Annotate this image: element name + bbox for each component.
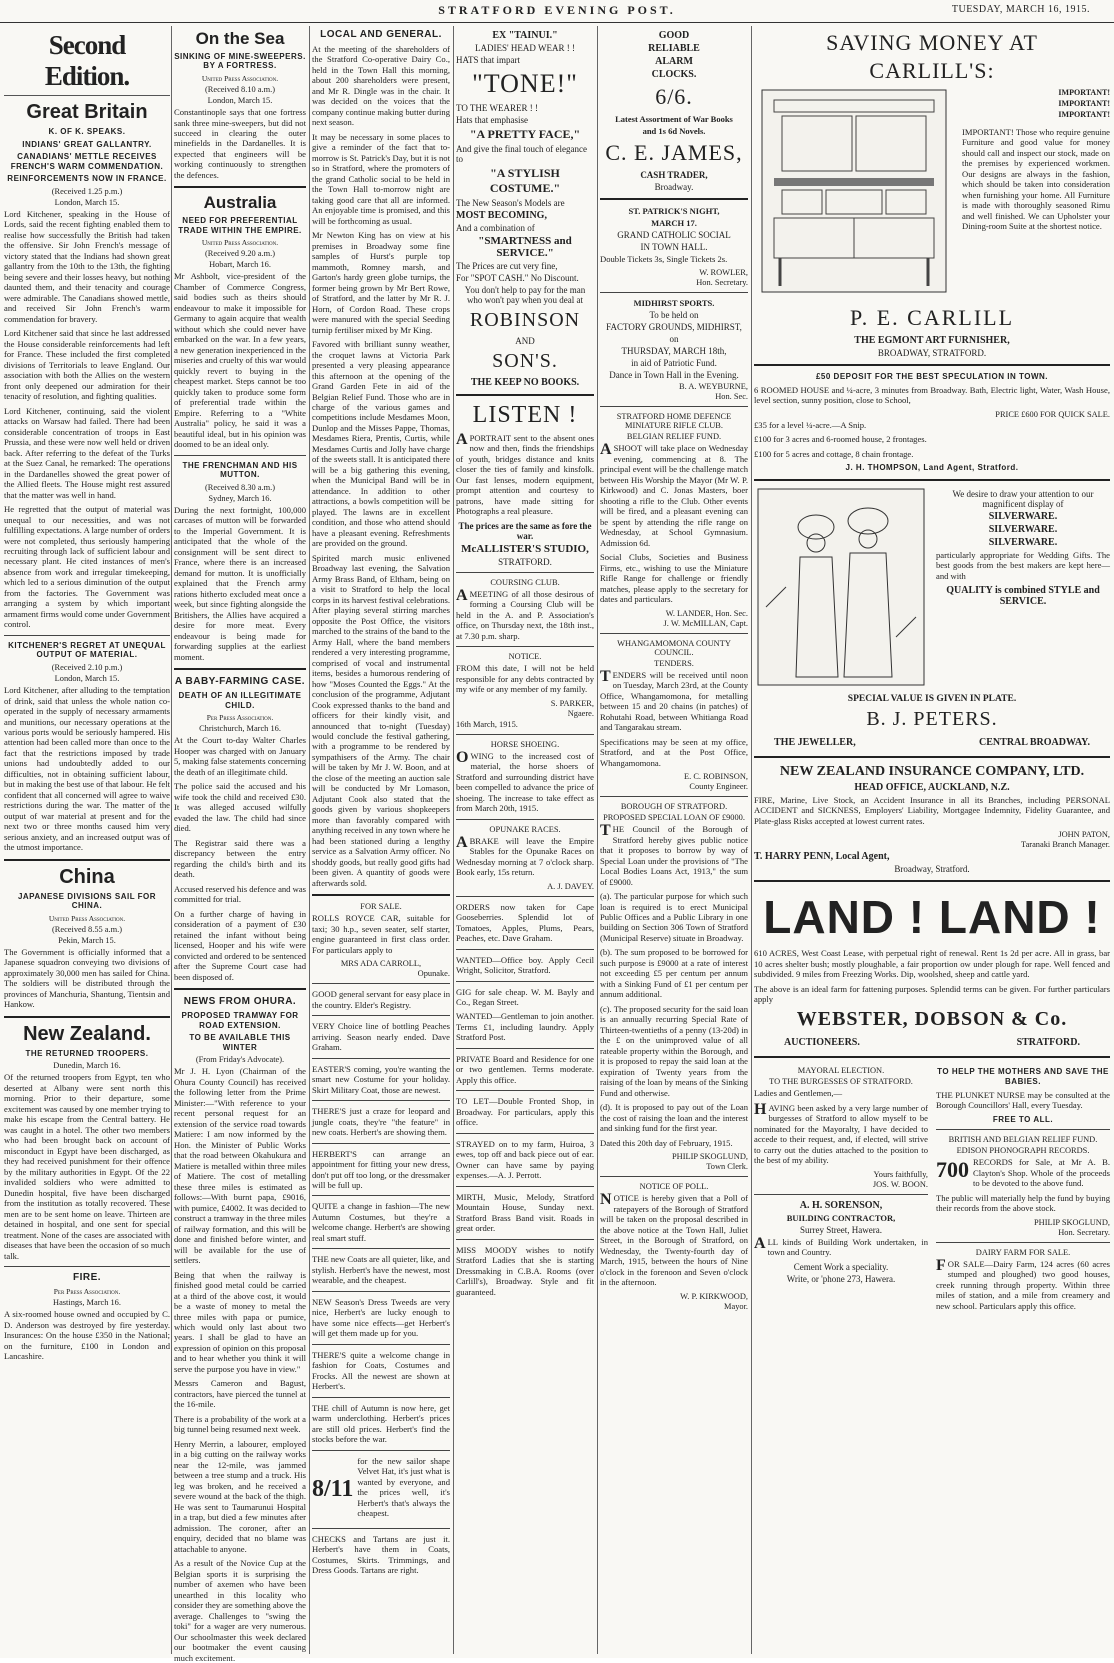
ad-line: IMPORTANT! [1058, 99, 1110, 108]
received-line: (Received 9.20 a.m.) [205, 249, 275, 259]
small-ad: TO LET—Double Fronted Shop, in Broadway. For particulars, apply this office. [456, 1096, 594, 1128]
ad-line: £100 for 3 acres and 6-roomed house, 2 frontages. [754, 434, 927, 445]
ad-paragraph: 610 ACRES, West Coast Lease, with perpetual right of renewal. Rent 1s 2d per acre. All in grass, bar 10 acres shelter bush; mostly ploughable, a fair proportion ow under plough for rape. Well fenced and subdivided. 9 miles from Freezing Works. Dip, woolshed, sheep and cattle yard. [754, 948, 1110, 980]
ad-line: TO THE WEARER ! ! [456, 103, 538, 113]
signature: S. PARKER, [550, 698, 594, 708]
belgian-heading: BRITISH AND BELGIAN RELIEF FUND. [948, 1135, 1098, 1145]
sorenson-ad [754, 1200, 928, 1284]
signature: Mayor. [724, 1301, 748, 1311]
signature: JOHN PATON, [1058, 830, 1110, 840]
ad-name: ROBINSON [469, 309, 581, 331]
ad-paragraph: APORTRAIT sent to the absent ones now and then, finds the friendships of youth, bridges distance and knits closer the ties of family and kinsfolk. Our fast lenses, modern equipment, prompt attention and courtesy to patrons, have made sitting for Photographs a real pleasure. [456, 431, 594, 517]
notice-dated: Dated this 20th day of February, 1915. [600, 1137, 733, 1148]
article-paragraph: It may be necessary in some places to give a reminder of the fact that to-morrow is St. Patrick's Day, but it is not so in Stratford, where the promoters of the grand Catholic social to be held in the Town Hall to-morrow night are taking good care that all are informed. An enjoyable time is promised, and this will be forthcoming as usual. [312, 131, 450, 226]
notice-paragraph: OWING to the increased cost of material, the horse shoers of Stratford and surrounding district have been compelled to advance the price of shoeing. The increase to take effect as from March 20th, 1915. [456, 748, 594, 814]
dateline: Sydney, March 16. [208, 493, 272, 503]
notice-paragraph: FROM this date, I will not be held responsible for any debts contracted by my wife or any member of my family. [456, 663, 594, 695]
signature: MRS ADA CARROLL, [340, 959, 422, 969]
article-paragraph: On a further charge of having in consideration of a payment of £30 retained the infant without being licensed, Hooper and his wife were convicted and ordered to be sentenced after the Supreme Court case had been disposed of. [174, 908, 306, 982]
ad-name: C. E. JAMES, [605, 140, 743, 165]
ad-line: Hats that emphasise [456, 115, 528, 125]
ad-line: EX "TAINUI." [492, 30, 558, 41]
ad-line: CENTRAL BROADWAY. [979, 736, 1090, 748]
subheading: THE RETURNED TROOPERS. [25, 1048, 149, 1058]
small-ad: QUITE a change in fashion—The new Autumn Costumes, but they're a welcome change. Herbert's are showing real smart stuff. [312, 1201, 450, 1243]
mayoral-paragraph: HAVING been asked by a very large number of burgesses of Stratford to allow myself to be nominated for the Mayoralty, I have decided to accede to their request, and, if elected, will strive to carry out the duties attached to the position to the best of my ability. [754, 1100, 928, 1166]
article-paragraph: He regretted that the output of material was unequal to our necessities, and was not fulfilling expectations. A large number of orders were not completed, thus seriously hampering recruiting through lack of sufficient labour and necessary plant. He cited instances of men's absence from work and irregular timekeeping, which led to a serious diminution of the output from the factories. The Government was arranging a system by which important armament firms would come under Government control. [4, 504, 170, 630]
ad-line: £100 for 5 acres and cottage, 8 chain frontage. [754, 448, 914, 459]
ad-line: Cement Work a speciality. [793, 1261, 889, 1272]
ad-line: IMPORTANT! [1058, 110, 1110, 119]
notice-paragraph: NOTICE is hereby given that a Poll of ratepayers of the Borough of Stratford will be taken on the proposal described in the above notice at the Town Hall, Juliet Street, in the Borough of Stratford, on Wednesday, the Twenty-fourth day of March, 1915, between the hours of Nine o'clock in the forenoon and Seven o'clock in the afternoon. [600, 1191, 748, 1288]
notice-item: (b). The sum proposed to be borrowed for such purpose is £9000 at a rate of interest not exceeding £5 per centum per annum with a Sinking Fund of £1 per centum per annum additional. [600, 947, 748, 1000]
australia-heading: Australia [203, 193, 277, 213]
ad-line: T. HARRY PENN, Local Agent, [754, 851, 890, 863]
article-paragraph: Lord Kitchener, continuing, said the violent attacks on Warsaw had failed. There had been considerable concentration of troops in East Prussia, and these were now well held or driven back. After referring to the defeat of the Turks at the Suez Canal, he remarked: The operations in the Dardanelles showed the great power of the Allied fleets. The House might rest assured that the matter was well in hand. [4, 405, 170, 500]
ad-line: FACTORY GROUNDS, MIDHIRST, [606, 322, 742, 333]
small-ad: GOOD general servant for easy place in the country. Elder's Registry. [312, 989, 450, 1010]
plunket-paragraph: THE PLUNKET NURSE may be consulted at the Borough Councillors' Hall, every Tuesday. [936, 1089, 1110, 1111]
small-ad: NEW Season's Dress Tweeds are very nice, Herbert's are lucky enough to have some nice effects—get Herbert's will get them made up for you. [312, 1296, 450, 1339]
ad-line: on [669, 334, 679, 345]
article-paragraph: Lord Kitchener said that since he last addressed the House considerable reinforcements had left for France. These included the first completed divisions of Territorials to leave England. Our association with both the Allies on the western front only deepened our admiration for their tenacity of resolution, and fighting qualities. [4, 328, 170, 402]
ad-line: "A PRETTY FACE," [469, 127, 581, 141]
dateline: Hobart, March 16. [209, 260, 271, 270]
column-rule [597, 26, 598, 1654]
dateline: London, March 15. [207, 96, 273, 106]
agency-line: Per Press Association. [53, 1287, 121, 1297]
received-line: (Received 1.25 p.m.) [51, 186, 123, 196]
ad-line: We desire to draw your attention to our magnificent display of [952, 488, 1094, 509]
borough-heading: BOROUGH OF STRATFORD. [620, 802, 728, 812]
signature: County Engineer. [689, 782, 748, 792]
masthead-date: TUESDAY, MARCH 16, 1915. [951, 4, 1090, 15]
small-ad: CHECKS and Tartans are just it. Herbert's have them in Coats, Costumes, Skirts. Trimmings, and Dress Goods. Tartans are right. [312, 1533, 450, 1576]
article-paragraph: Lord Kitchener, speaking in the House of Lords, said the recent fighting enabled them to realise how successfully the British had taken the offensive. Sir John French's message of victory stated that the Indians had shown great gallantry from the 10th to the 13th, the fighting being severe and their losses heavy, but nothing daunted them, and their tenacity and courage were admirable. The Canadians showed mettle, and received Sir John French's warm commendation for bravery. [4, 208, 170, 324]
dateline: London, March 15. [54, 197, 120, 207]
ad-name: WEBSTER, DOBSON & Co. [796, 1008, 1068, 1031]
subheading: INDIANS' GREAT GALLANTRY. [22, 139, 152, 149]
signature: B. A. WEYBURNE, [679, 382, 748, 392]
signature: Town Clerk. [706, 1162, 748, 1172]
small-ad: GIG for sale cheap. W. M. Bayly and Co., Regan Street. [456, 986, 594, 1007]
ad-line: AUCTIONEERS. [784, 1037, 860, 1049]
figures-illustration [756, 487, 926, 687]
notice-item: (c). The proposed security for the said loan is an annually recurring Special Rate of Thirteen-twentieths of a penny (13-20d) in the £ on the unimproved value of all rateable property within the Borough, and it is proposed to repay the said loan at the expiration of Twenty years from the raising of the loan by means of the Sinking Fund and otherwise. [600, 1003, 748, 1098]
mayoral-to: TO THE BURGESSES OF STRATFORD. [769, 1077, 913, 1087]
land-ad [754, 890, 1110, 1050]
free-line: FREE TO ALL. [992, 1114, 1054, 1124]
dairy-heading: DAIRY FARM FOR SALE. [975, 1247, 1071, 1257]
ad-heading: CARLILL'S: [869, 58, 995, 83]
article-paragraph: As a result of the Novice Cup at the Belgian sports it is surprising the number of axemen who have been unearthed in this locality who consider they are something above the average. Challenges to "swing the toki" for a wager are very numerous. Our schoolmaster this week declared our bootmaker the event causing much excitement. [174, 1558, 306, 1663]
china-heading: China [59, 865, 115, 888]
ad-name: McALLISTER'S STUDIO, [461, 542, 589, 555]
coursing-heading: COURSING CLUB. [490, 577, 560, 587]
article-paragraph: Of the returned troopers from Egypt, ten who deserted at Albany were sent north this morning. Prior to their departure, some excitement was caused by one member trying to make his escape from the Central battery. He was caught in a hotel. The other two members who had been brought back on account of misconduct in Egypt have been discharged, as they had received punishment for their offence by the military authorities in Egypt. Of the 22 invalided soldiers who were admitted to Dunedin hospital, five have been discharged from the institution as totally recovered. These men are to be sent home on leave. Thirteen are detained in hospital, and one sent for special treatment. None of the cases are associated with diseases that have been the occasion of so much talk. [4, 1072, 170, 1261]
hat-ad-text: for the new sailor shape Velvet Hat, it's just what is wanted by everyone, and the prices well, it's Herbert's that's always the cheapest. [357, 1455, 450, 1519]
small-ad: THE chill of Autumn is now here, get warm underclothing. Herbert's prices are still old prices. Herbert's find the stocks before the war. [312, 1402, 450, 1445]
ad-line: THURSDAY, MARCH 18th, [621, 346, 727, 357]
subheading: SINKING OF MINE-SWEEPERS. BY A FORTRESS. [174, 51, 306, 71]
record-count: 700 [936, 1157, 969, 1183]
ad-line: GRAND CATHOLIC SOCIAL [617, 230, 731, 240]
ad-heading: LISTEN ! [472, 402, 578, 428]
ad-paragraph: FIRE, Marine, Live Stock, an Accident Insurance in all its Branches, including PERSONAL ACCIDENT and SICKNESS, Employers' Liability, Mortgagee Indemnity, Fidelity Guarantee, and Plate-glass Risks accepted at lowest current rates. [754, 794, 1110, 826]
ad-line: THE JEWELLER, [774, 736, 856, 748]
column-4 [456, 26, 594, 1654]
article-paragraph: Being that when the railway is finished good metal could be carried at a third of the above cost, it would be a waste of money to metal the three miles with papa or pumice, which would only last about two years. I shall be glad to have an expression of opinion on this proposal and to hear whether you think it will serve the purpose you have in view." [174, 1269, 306, 1374]
signature: Hon. Secretary. [1058, 1227, 1110, 1237]
ad-line: CLOCKS. [651, 69, 697, 80]
notice-paragraph: THE Council of the Borough of Stratford hereby gives public notice that it proposes to borrow by way of Special Loan under the provisions of "The Local Bodies Loans Act, 1913," the sum of £9000. [600, 822, 748, 887]
subheading: KITCHENER'S REGRET AT UNEQUAL OUTPUT OF MATERIAL. [8, 640, 166, 660]
ad-line: MIDHIRST SPORTS. [633, 298, 715, 309]
notice-paragraph: Social Clubs, Societies and Business Firms, etc., wishing to use the Miniature Rifle Range for challenge or friendly matches, please apply to the secretary for dates and particulars. [600, 552, 748, 605]
ad-line: IN TOWN HALL. [640, 242, 708, 252]
catholic-social-ad [600, 206, 748, 287]
for-sale-heading: FOR SALE. [360, 902, 402, 912]
notice-paragraph: AMEETING of all those desirous of forming a Coursing Club will be held in the A. and P. Association's office, on Thursday next, the 18th inst., at 7.30 p.m. sharp. [456, 586, 594, 641]
ad-paragraph: The above is an ideal farm for fattening purposes. Splendid terms can be given. For further particulars apply [754, 983, 1110, 1004]
ad-paragraph: Double Tickets 3s, Single Tickets 2s. [600, 254, 728, 264]
small-ad: EASTER'S coming, you're wanting the smart new Costume for your holiday. Skirt Military Coat, those are newest. [312, 1063, 450, 1095]
peters-ad [754, 487, 1110, 750]
poll-heading: NOTICE OF POLL. [639, 1182, 709, 1192]
sideboard-illustration [754, 86, 954, 296]
ad-line: SILVERWARE. [988, 523, 1058, 535]
robinson-ad [456, 30, 594, 388]
signature: A. J. DAVEY. [547, 881, 594, 891]
ad-heading: SAVING MONEY AT [826, 30, 1038, 55]
notice-item: (a). The particular purpose for which such loan is required is to erect Municipal Public Offices and a Public Library in one building on Section 306 Town of Stratford (Municipal Reserve) situate in Broadway. [600, 891, 748, 943]
notice-item: (d). It is proposed to pay out of the Loan the cost of raising the loan and the interest and sinking fund for the first year. [600, 1102, 748, 1134]
signature: Hon. Sec. [715, 392, 748, 402]
subheading: CANADIANS' METTLE RECEIVES FRENCH'S WARM COMMENDATION. [10, 152, 164, 171]
signature: Opunake. [417, 969, 450, 979]
ad-line: Latest Assortment of War Books [615, 114, 733, 124]
small-ad: MIRTH, Music, Melody, Stratford Mountain House, Sunday next. Stratford Brass Band visit. Roads in great order. [456, 1191, 594, 1234]
ad-line: CASH TRADER, [640, 170, 708, 180]
article-paragraph: Favored with brilliant sunny weather, the croquet lawns at Victoria Park presented a very pleasing appearance this afternoon at the opening of the Grand Garden Fete in aid of the Belgian Relief Fund. Those who are in charge of the various games and competitions include Mesdames Moon, Dunlop and the Misses Pappe, Thomas, Mesdames Riera, Prentis, Curtis, while Mesdames Curtis and Jolly have charge of the sweets stall. It is anticipated there will be a big gathering this evening, when the Municipal Band will be in attendance. In addition to other attractions, a bowls competition will be played. The lawns are in excellent condition, and those who attend should have a pleasant evening. Refreshments are provided on the ground. [312, 339, 450, 549]
ad-paragraph: particularly appropriate for Wedding Gifts. The best goods from the best makers are kept here—and with [936, 549, 1110, 581]
ad-line: "A STYLISH COSTUME." [489, 166, 561, 195]
ad-heading: NEW ZEALAND INSURANCE COMPANY, LTD. [779, 763, 1085, 779]
article-paragraph: The Registrar said there was a discrepancy between the entry regarding the child's birth and its death. [174, 837, 306, 880]
agency-line: Per Press Association. [206, 713, 274, 723]
signature: Hon. Secretary. [696, 278, 748, 288]
ad-line: Surrey Street, Hawera. [800, 1224, 882, 1235]
land-heading: LAND ! LAND ! [763, 891, 1101, 944]
ad-line: BUILDING CONTRACTOR, [786, 1212, 896, 1223]
notice-heading: NOTICE. [508, 652, 542, 662]
ad-line: Write, or 'phone 273, Hawera. [786, 1273, 896, 1284]
subheading: JAPANESE DIVISIONS SAIL FOR CHINA. [17, 891, 157, 911]
article-paragraph: Mr J. H. Lyon (Chairman of the Ohura County Council) has received the following letter from the Prime Minister:—"With reference to your recent personal request for an extension of the service road towards Matiere: I am now informed by the Hon. the Minister of Public Works that the road between Okahukura and Matiere is metalled within three miles of Matiere. The cost of metalling these three miles is estimated as follows:—With burnt papa, £9016, with pumice, £4002. It was decided to construct a tramway in the three miles of railway formation, and this will be done and finished before winter, and will be available for the use of settlers. [174, 1066, 306, 1266]
ad-line: SPECIAL VALUE IS GIVEN IN PLATE. [847, 693, 1017, 704]
signature: JOS. W. BOON. [872, 1179, 928, 1189]
ad-line: The New Season's Models are [456, 198, 565, 208]
notice-paragraph: Specifications may be seen at my office, Stratford, and at the Post Office, Whangamomona. [600, 736, 748, 768]
dairy-paragraph: FOR SALE—Dairy Farm, 124 acres (60 acres stumped and ploughed) two good houses, creek running through property. Within three miles of station, and a mile from creamery and new school. Particulars apply this office. [936, 1256, 1110, 1311]
article-paragraph: At the Court to-day Walter Charles Hooper was charged with on January 5, making false statements concerning the death of an illegitimate child. [174, 735, 306, 777]
small-ad: THERE'S quite a welcome change in fashion for Coats, Costumes and Frocks. All the newest are shown at Herbert's. [312, 1349, 450, 1392]
ad-line: For "SPOT CASH." No Discount. [456, 273, 579, 283]
small-ad: MISS MOODY wishes to notify Stratford Ladies that she is starting Dressmaking in C.B.A. Rooms (over Carlill's), Broadway. Style and fit guaranteed. [456, 1244, 594, 1297]
ad-name: B. J. PETERS. [866, 707, 998, 730]
ad-line: AND [515, 336, 535, 346]
ad-line: THE EGMONT ART FURNISHER, [854, 335, 1010, 346]
ad-line: "TONE!" [472, 69, 578, 98]
ad-line: ALARM [655, 56, 693, 67]
ad-line: Broadway. [654, 182, 694, 192]
ad-line: You don't help to pay for the man who won't pay when you deal at [464, 285, 586, 305]
dateline: Pekin, March 15. [58, 935, 116, 945]
record-paragraph: The public will materially help the fund by buying their records from the above stock. [936, 1192, 1110, 1214]
great-britain-heading: Great Britain [26, 101, 148, 123]
ad-line: LADIES' HEAD WEAR ! ! [475, 43, 575, 53]
ad-name: P. E. CARLILL [849, 305, 1015, 330]
ad-line: MARCH 17. [651, 218, 697, 228]
column-rule [309, 26, 310, 1654]
thompson-ad [754, 372, 1110, 473]
signature: Yours faithfully, [873, 1169, 928, 1179]
subheading: REINFORCEMENTS NOW IN FRANCE. [7, 174, 167, 184]
notice-paragraph: ABRAKE will leave the Empire Stables for the Opunake Races on Wednesday morning at 7 o'clock sharp. Book early, 15s return. [456, 833, 594, 878]
small-ad: THERE'S just a craze for leopard and jungle coats, they're "the feature" in new coats. Herbert's are showing them. [312, 1106, 450, 1138]
ad-line: GOOD [658, 30, 690, 41]
mcallister-ad [456, 402, 594, 567]
tenders-heading: TENDERS. [654, 658, 694, 668]
ad-line: MOST BECOMING, [456, 210, 547, 221]
ad-line: £35 for a level ¼-acre.—A Snip. [754, 419, 867, 430]
article-paragraph: A six-roomed house owned and occupied by C. D. Anderson was destroyed by fire yesterday. Insurances: On the house £350 in the National; on the furniture, £100 in London and Lancashire. [4, 1309, 170, 1362]
agency-line: United Press Association. [201, 238, 279, 248]
ad-line: THE KEEP NO BOOKS. [470, 377, 580, 388]
ad-line: SILVERWARE. [988, 510, 1058, 522]
signature: W. P. KIRKWOOD, [680, 1291, 748, 1301]
column-6 [754, 26, 1110, 1654]
rifle-heading: STRATFORD HOME DEFENCE MINIATURE RIFLE CLUB. [616, 412, 732, 431]
column-2 [174, 26, 306, 1663]
small-ad: VERY Choice line of bottling Peaches arriving. Season nearly ended. Dave Graham. [312, 1021, 450, 1053]
small-ad: WANTED—Office boy. Apply Cecil Wright, Solicitor, Stratford. [456, 954, 594, 976]
subheading: THE FRENCHMAN AND HIS MUTTON. [182, 460, 298, 480]
signature: Taranaki Branch Manager. [1021, 840, 1110, 850]
subheading: NEWS FROM OHURA. [183, 995, 297, 1007]
subheading: A BABY-FARMING CASE. [174, 676, 306, 688]
horse-heading: HORSE SHOEING. [490, 739, 560, 749]
edison-heading: EDISON PHONOGRAPH RECORDS. [956, 1146, 1090, 1156]
record-paragraph: RECORDS for Sale, at Mr A. B. Clayton's Shop. Whole of the proceeds to be devoted to the above fund. [973, 1157, 1110, 1189]
signature: E. C. ROBINSON, [684, 772, 748, 782]
ad-line: And a combination of [456, 223, 535, 233]
subheading: TO BE AVAILABLE THIS WINTER [189, 1033, 291, 1052]
ad-heading: £50 DEPOSIT FOR THE BEST SPECULATION IN TOWN. [815, 372, 1048, 381]
mayoral-salutation: Ladies and Gentlemen,— [754, 1088, 843, 1099]
signature: PHILIP SKOGLUND, [672, 1152, 748, 1162]
ad-line: STRATFORD. [1016, 1037, 1080, 1049]
article-paragraph: Mr Newton King has on view at his premises in Broadway some fine samples of Hurst's purple top mammoth, Romney marsh, and Garton's hardy green globe turnips, the former being grown by Mr Bert Rowe, of Stratford, and the latter by Mr R. J. Horn, of Cordon Road. These crops were manured with the special Seeding turnip fertiliser mixed by Mr King. [312, 230, 450, 335]
column-rule [453, 26, 454, 1654]
ad-name: SON'S. [492, 350, 558, 372]
article-paragraph: Accused reserved his defence and was committed for trial. [174, 883, 306, 905]
ad-line: STRATFORD. [498, 556, 552, 567]
subheading: DEATH OF AN ILLEGITIMATE CHILD. [178, 691, 302, 710]
masthead-title: STRATFORD EVENING POST. [438, 3, 676, 17]
small-ad: PRIVATE Board and Residence for one or two gentlemen. Terms moderate. Apply this office. [456, 1053, 594, 1085]
plunket-heading: TO HELP THE MOTHERS AND SAVE THE BABIES. [937, 1067, 1109, 1087]
received-line: (Received 8.55 a.m.) [52, 924, 122, 934]
small-ad: WANTED—Gentleman to join another. Terms £1, including laundry. Apply Stratford Post. [456, 1011, 594, 1043]
ad-line: To be held on [649, 310, 699, 321]
article-paragraph: The Government is officially informed that a Japanese squadron conveying two divisions of approximately 30,000 men has sailed for China. The soldiers will be distributed through the provinces of Manchuria, Shantung, Tientsin and Hankow. [4, 946, 170, 1010]
dateline: Dunedin, March 16. [53, 1061, 121, 1071]
small-ad: ORDERS now taken for Cape Gooseberries. Splendid lot of Tomatoes, Apples, Plums, Pears, Peaches, etc. Dave Graham. [456, 901, 594, 944]
article-paragraph: During the next fortnight, 100,000 carcases of mutton will be forwarded to the Imperial Government. It is anticipated that the whole of the consignment will be sent direct to France, where there is an increased demand for mutton. It is unofficially explained that the French army rations hitherto excluded meat once a week, but since fighting alongside the Britishers, the Allies have acquired a desire for more meat. Every endeavour is being made for forwarding supplies at the earliest moment. [174, 504, 306, 662]
article-paragraph: Henry Merrin, a labourer, employed in a big cutting on the railway works near the 12-mile, was jammed between a tree stump and a truck. His leg was broken, and he received a severe wound at the back of the thigh. He was sent to Taumarunui Hospital in a trap, but died a few minutes after admission. The coroner, after an enquiry, decided that no blame was attachable to anyone. [174, 1438, 306, 1554]
article-paragraph: Spirited march music enlivened Broadway last evening, the Salvation Army Brass Band, of Eltham, being on a visit to Stratford to help the local corps in its harvest festival celebrations. After playing several stirring marches opposite the Post Office, the visitors marched to the strains of the band to the Army Hall, where the band members rendered a very interesting programme, comprised of vocal and instrumental items, besides a humorous rendering of how "Moses Counted the Eggs." At the conclusion of the programme, Adjutant Cook expressed thanks to the band and officers for their kindly visit, and announced that to-night (Tuesday) would conclude the festival gathering, with a programme to be rendered by sympathisers of the Army. The chair will be taken by Mr J. W. Boon, and at the close of the meeting an auction sale will be conducted by Mr Lomason, Adjutant Cook also stated that the goods given by various shopkeepers more than favorably compared with anything received in any town where he had been stationed during a lengthy service as a Salvation Army officer. No shoddy goods, but really good gifts had been given. A quantity of goods were afterwards sold. [312, 552, 450, 888]
ad-price: 6/6. [655, 84, 693, 109]
ad-line: HEAD OFFICE, AUCKLAND, N.Z. [854, 781, 1010, 793]
edition-heading: Second Edition. [4, 30, 170, 96]
article-paragraph: Lord Kitchener, after alluding to the temptation of drink, said that unless the whole nation co-operated in the supply of necessary armaments and munitions, our necessary operations at the various ports would be seriously hampered. His attention had been called more than once to the fact that the restrictions imposed by trade unions had undoubtedly added to our difficulties, not in obtaining sufficient labour, but in making the best use of that labour. He felt confident that all concerned will agree to waive restrictions during the war. The matter of the output of war material at present and for the next two or three months caused him very serious anxiety, and an increased output was of the utmost importance. [4, 685, 170, 853]
carlill-ad [754, 30, 1110, 358]
agency-line: United Press Association. [48, 913, 126, 923]
signature: W. LANDER, Hon. Sec. [665, 608, 748, 618]
ad-line: Dance in Town Hall in the Evening. [609, 370, 739, 381]
ad-line: 6 ROOMED HOUSE and ¼-acre, 3 minutes from Broadway. Bath, Electric light, Water, Wash House, level section, sunny position, close to School, [754, 384, 1110, 406]
small-ad: STRAYED on to my farm, Huiroa, 3 ewes, top off and back piece out of ear. Owner can have same by paying expenses.—A. J. Perrott. [456, 1138, 594, 1181]
ad-line: SILVERWARE. [988, 536, 1058, 548]
rifle-subheading: BELGIAN RELIEF FUND. [626, 432, 722, 442]
insurance-ad [754, 764, 1110, 874]
ad-line: And give the final touch of elegance to [456, 144, 587, 164]
article-paragraph: There is a probability of the work at a big tunnel being resumed next week. [174, 1413, 306, 1435]
mayoral-heading: MAYORAL ELECTION. [797, 1066, 885, 1076]
column-rule [171, 26, 172, 1654]
ad-paragraph: ROLLS ROYCE CAR, suitable for taxi; 30 h.p., seven seater, self starter, engine guaranteed in first class order. For particulars apply to [312, 913, 450, 955]
dateline: London, March 15. [54, 674, 120, 684]
agency-line: United Press Association. [201, 74, 279, 84]
received-line: (Received 8.30 a.m.) [205, 482, 275, 492]
dateline: Hastings, March 16. [53, 1298, 121, 1308]
article-paragraph: Mr Ashbolt, vice-president of the Chamber of Commerce Congress, said bodies such as theirs should endeavour to make it impossible for Germany to again acquire that wealth without which she could never have embarked on the war. In a few years, a new generation inexperienced in the miseries and cruelty of this war would quickly revert to buying in the cheapest market. Steps cannot be too quickly taken to produce some form of preferential trade within the Empire. Referring to a "White Australia" policy, he said it was a beautiful ideal, but in his opinion was doomed to be an ideal only. [174, 271, 306, 450]
small-ad: HERBERT'S can arrange an appointment for fitting your new dress, don't put off too long, or the dressmaker will be full up. [312, 1148, 450, 1190]
signature: PHILIP SKOGLUND, [1034, 1217, 1110, 1227]
ad-line: HATS that impart [456, 55, 520, 65]
whanga-heading: WHANGAMOMONA COUNTY COUNCIL. [617, 638, 731, 657]
subheading: K. OF K. SPEAKS. [48, 127, 126, 136]
ad-name: A. H. SORENSON, [799, 1199, 883, 1211]
ad-line: in aid of Patriotic Fund. [631, 358, 717, 369]
column-5 [600, 26, 748, 1654]
fire-heading: FIRE. [72, 1272, 102, 1284]
article-paragraph: The police said the accused and his wife took the child and received £30. It was alleged accused wilfully evaded the law. The child had since died. [174, 781, 306, 834]
ad-signature: J. H. THOMPSON, Land Agent, Stratford. [845, 463, 1019, 473]
article-paragraph: Messrs Cameron and Bagust, contractors, have pierced the tunnel at the 16-mile. [174, 1378, 306, 1410]
article-paragraph: At the meeting of the shareholders of the Stratford Co-operative Dairy Co., held in the Town Hall this morning, about 200 shareholders were present, and Mr R. Dingle was in the chair. It was decided on the voices that the company continue making butter during next season. [312, 44, 450, 128]
ad-line: and 1s 6d Novels. [642, 126, 706, 136]
ad-line: ST. PATRICK'S NIGHT, [628, 206, 720, 216]
column-3 [312, 26, 450, 1654]
dateline: Christchurch, March 16. [199, 724, 281, 734]
column-1 [4, 26, 170, 1654]
ad-line: BROADWAY, STRATFORD. [877, 348, 987, 358]
article-paragraph: Constantinople says that one fortress sank three mine-sweepers, but did not succeed in clearing the outer minefields in the Dardanelles. It is expected that engineers will be working continuously to strengthen the defences. [174, 107, 306, 180]
local-heading: LOCAL AND GENERAL. [320, 29, 442, 40]
column-rule [751, 26, 752, 1654]
subheading: PROPOSED TRAMWAY FOR ROAD EXTENSION. [181, 1010, 299, 1030]
signature: Ngaere. [567, 708, 594, 718]
ad-line: QUALITY is combined STYLE and SERVICE. [946, 585, 1100, 608]
james-ad [600, 30, 748, 192]
signature: W. ROWLER, [699, 268, 748, 278]
received-line: (Received 2.10 p.m.) [51, 663, 123, 673]
ad-line: The Prices are cut very fine, [456, 261, 558, 271]
opunake-heading: OPUNAKE RACES. [489, 824, 561, 834]
signature: J. W. McMILLAN, Capt. [663, 618, 748, 628]
ad-paragraph: IMPORTANT! Those who require genuine Furniture and good value for money should call and inspect our stock, made on the premises by experienced workmen. Our designs are always in the fashion, which should be taken into consideration when furnishing your home. All Furniture is made with thoroughly seasoned Rimu and well finished. We can Upholster your Dining-room Suite at the shortest notice. [962, 127, 1110, 232]
received-line: (Received 8.10 a.m.) [205, 85, 275, 95]
midhirst-ad [600, 298, 748, 401]
ad-line: IMPORTANT! [1058, 88, 1110, 97]
loan-heading: PROPOSED SPECIAL LOAN OF £9000. [603, 813, 745, 823]
notice-paragraph: ASHOOT will take place on Wednesday evening, commencing at 8. The principal event will be the challenge match between His Worship the Mayor (Mr W. P. Kirkwood) and C. Jonas Masters, boer shooting a rifle to the Club. Other events will be fired, and a pleasant evening can be spent by attending the rifle range on Wednesday, at School Gymnasium. Admission 6d. [600, 441, 748, 548]
ad-line: The prices are the same as fore the war. [458, 520, 592, 541]
notice-date: 16th March, 1915. [456, 719, 518, 729]
ad-paragraph: ALL kinds of Building Work undertaken, in town and Country. [754, 1234, 928, 1258]
masthead [0, 0, 1114, 23]
ad-line: Broadway, Stratford. [894, 864, 970, 875]
ad-line: PRICE £600 FOR QUICK SALE. [995, 409, 1110, 419]
on-the-sea-heading: On the Sea [195, 29, 285, 48]
subheading: NEED FOR PREFERENTIAL TRADE WITHIN THE EMPIRE. [178, 216, 302, 235]
ad-line: RELIABLE [648, 43, 700, 54]
ad-line: "SMARTNESS and SERVICE." [478, 235, 572, 259]
hat-price: 8/11 [312, 1475, 354, 1502]
small-ad: THE new Coats are all quieter, like, and stylish. Herbert's have the newest, most wearable, and the cheapest. [312, 1254, 450, 1286]
source-line: (From Friday's Advocate). [195, 1055, 285, 1065]
notice-paragraph: TENDERS will be received until noon on Tuesday, March 23rd, at the County Office, Whangamomona, for metalling between 15 and 20 chains (in patches) of Rohutahi Road, between Whitianga Road and Tangarakau stream. [600, 667, 748, 733]
new-zealand-heading: New Zealand. [23, 1022, 151, 1045]
